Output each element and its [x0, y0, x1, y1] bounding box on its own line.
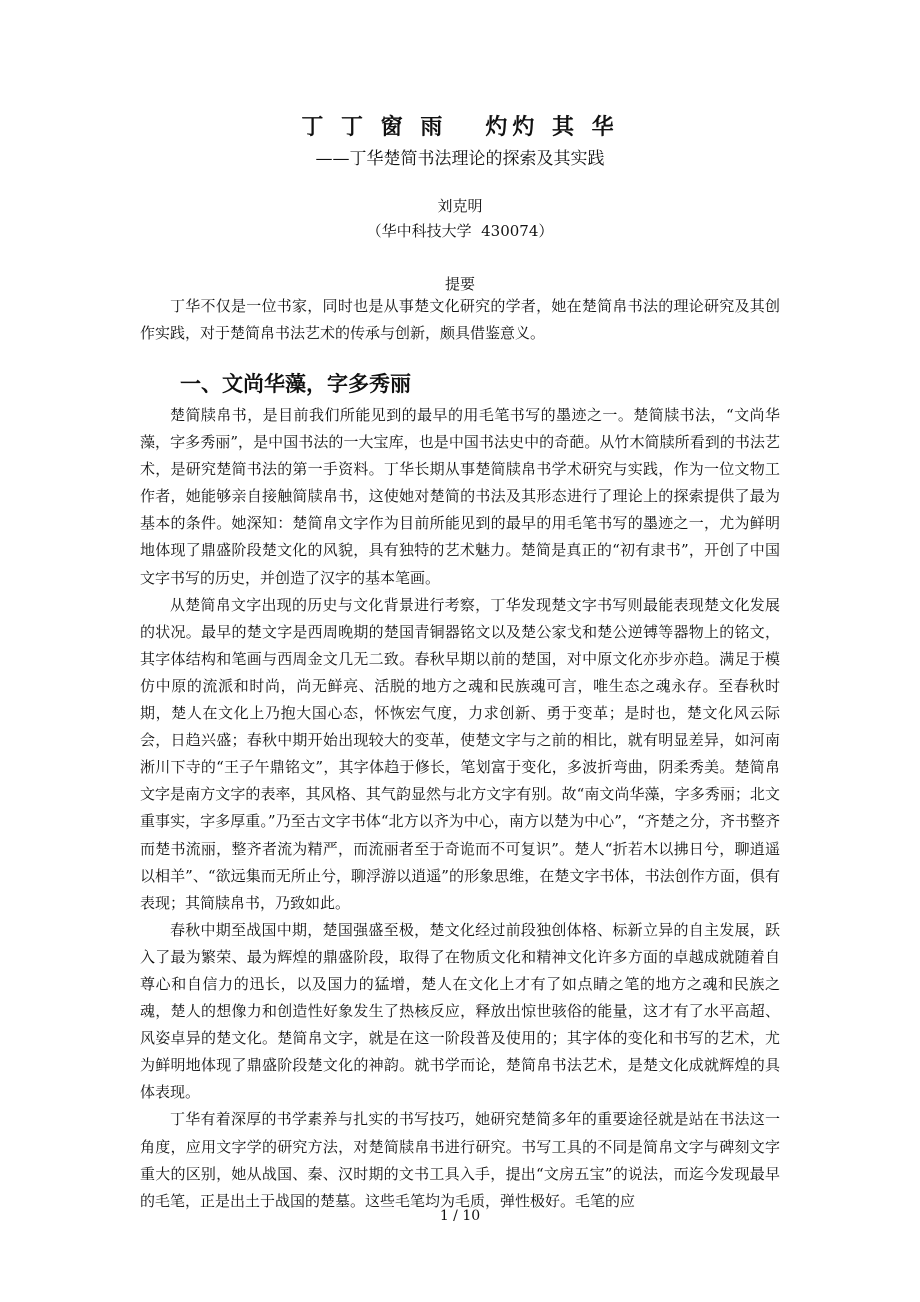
page-number: 1 / 10 [439, 1208, 481, 1224]
author-name: 刘克明 [437, 197, 483, 215]
document-title: 丁 丁 窗 雨 灼灼 其 华 [301, 115, 619, 140]
abstract-text: 丁华不仅是一位书家，同时也是从事楚文化研究的学者，她在楚简帛书法的理论研究及其创作实践，对于楚简帛书法艺术的传承与创新，颇具借鉴意义。 [140, 297, 780, 342]
body-paragraph: 从楚简帛文字出现的历史与文化背景进行考察，丁华发现楚文字书写则最能表现楚文化发展的状况。最早的楚文字是西周晚期的楚国青铜器铭文以及楚公家戈和楚公逆镈等器物上的铭文，其字体结构和笔画与西周金文几无二致。春秋早期以前的楚国，对中原文化亦步亦趋。满足于模仿中原的流派和时尚，尚无鲜亮、活脱的地方之魂和民族魂可言，唯生态之魂永存。至春秋时期，楚人在文化上乃抱大国心态，怀恢宏气度，力求创新、勇于变革；是时也，楚文化风云际会，日趋兴盛；春秋中期开始出现较大的变革，使楚文字与之前的相比，就有明显差异，如河南淅川下寺的“王子午鼎铭文”，其字体趋于修长，笔划富于变化，多波折弯曲，阴柔秀美。楚简帛文字是南方文字的表率，其风格、其气韵显然与北方文字有别。故“南文尚华藻，字多秀丽；北文重事实，字多厚重。”乃至古文字书体“北方以齐为中心，南方以楚为中心”，“齐楚之分，齐书整齐而楚书流丽，整齐者流为精严，而流丽者至于奇诡而不可复识”。楚人“折若木以拂日兮，聊逍遥以相羊”、“欲远集而无所止兮，聊浮游以逍遥”的形象思维，在楚文字书体，书法创作方面，俱有表现；其简牍帛书，乃致如此。 [140, 595, 780, 912]
body-text [140, 402, 780, 1215]
body-paragraph: 楚简牍帛书，是目前我们所能见到的最早的用毛笔书写的墨迹之一。楚简牍书法，“文尚华藻，字多秀丽”，是中国书法的一大宝库，也是中国书法史中的奇葩。从竹木简牍所看到的书法艺术，是研究楚简书法的第一手资料。丁华长期从事楚简牍帛书学术研究与实践，作为一位文物工作者，她能够亲自接触简牍帛书，这使她对楚简的书法及其形态进行了理论上的探索提供了最为基本的条件。她深知：楚简帛文字作为目前所能见到的最早的用毛笔书写的墨迹之一，尤为鲜明地体现了鼎盛阶段楚文化的风貌，具有独特的艺术魅力。楚简是真正的“初有隶书”，开创了中国文字书写的历史，并创造了汉字的基本笔画。 [140, 406, 780, 587]
body-paragraph: 丁华有着深厚的书学素养与扎实的书写技巧，她研究楚简多年的重要途径就是站在书法这一角度，应用文字学的研究方法，对楚简牍帛书进行研究。书写工具的不同是简帛文字与碑刻文字重大的区别，她从战国、秦、汉时期的文书工具入手，提出“文房五宝”的说法，而迄今发现最早的毛笔，正是出土于战国的楚墓。这些毛笔均为毛质，弹性极好。毛笔的应 [140, 1110, 780, 1210]
body-paragraph: 春秋中期至战国中期，楚国强盛至极，楚文化经过前段独创体格、标新立异的自主发展，跃入了最为繁荣、最为辉煌的鼎盛阶段，取得了在物质文化和精神文化许多方面的卓越成就随着自尊心和自信力的迅长，以及国力的猛增，楚人在文化上才有了如点睛之笔的地方之魂和民族之魂，楚人的想像力和创造性好象发生了热核反应，释放出惊世骇俗的能量，这才有了水平高超、风姿卓异的楚文化。楚简帛文字，就是在这一阶段普及使用的；其字体的变化和书写的艺术，尤为鲜明地体现了鼎盛阶段楚文化的神韵。就书学而论，楚简帛书法艺术，是楚文化成就辉煌的具体表现。 [140, 920, 780, 1102]
author-affiliation: （华中科技大学 430074） [366, 222, 554, 240]
document-subtitle: ——丁华楚简书法理论的探索及其实践 [315, 149, 605, 169]
section-heading: 一、文尚华藻，字多秀丽 [180, 372, 411, 396]
abstract-heading: 提要 [444, 275, 475, 293]
